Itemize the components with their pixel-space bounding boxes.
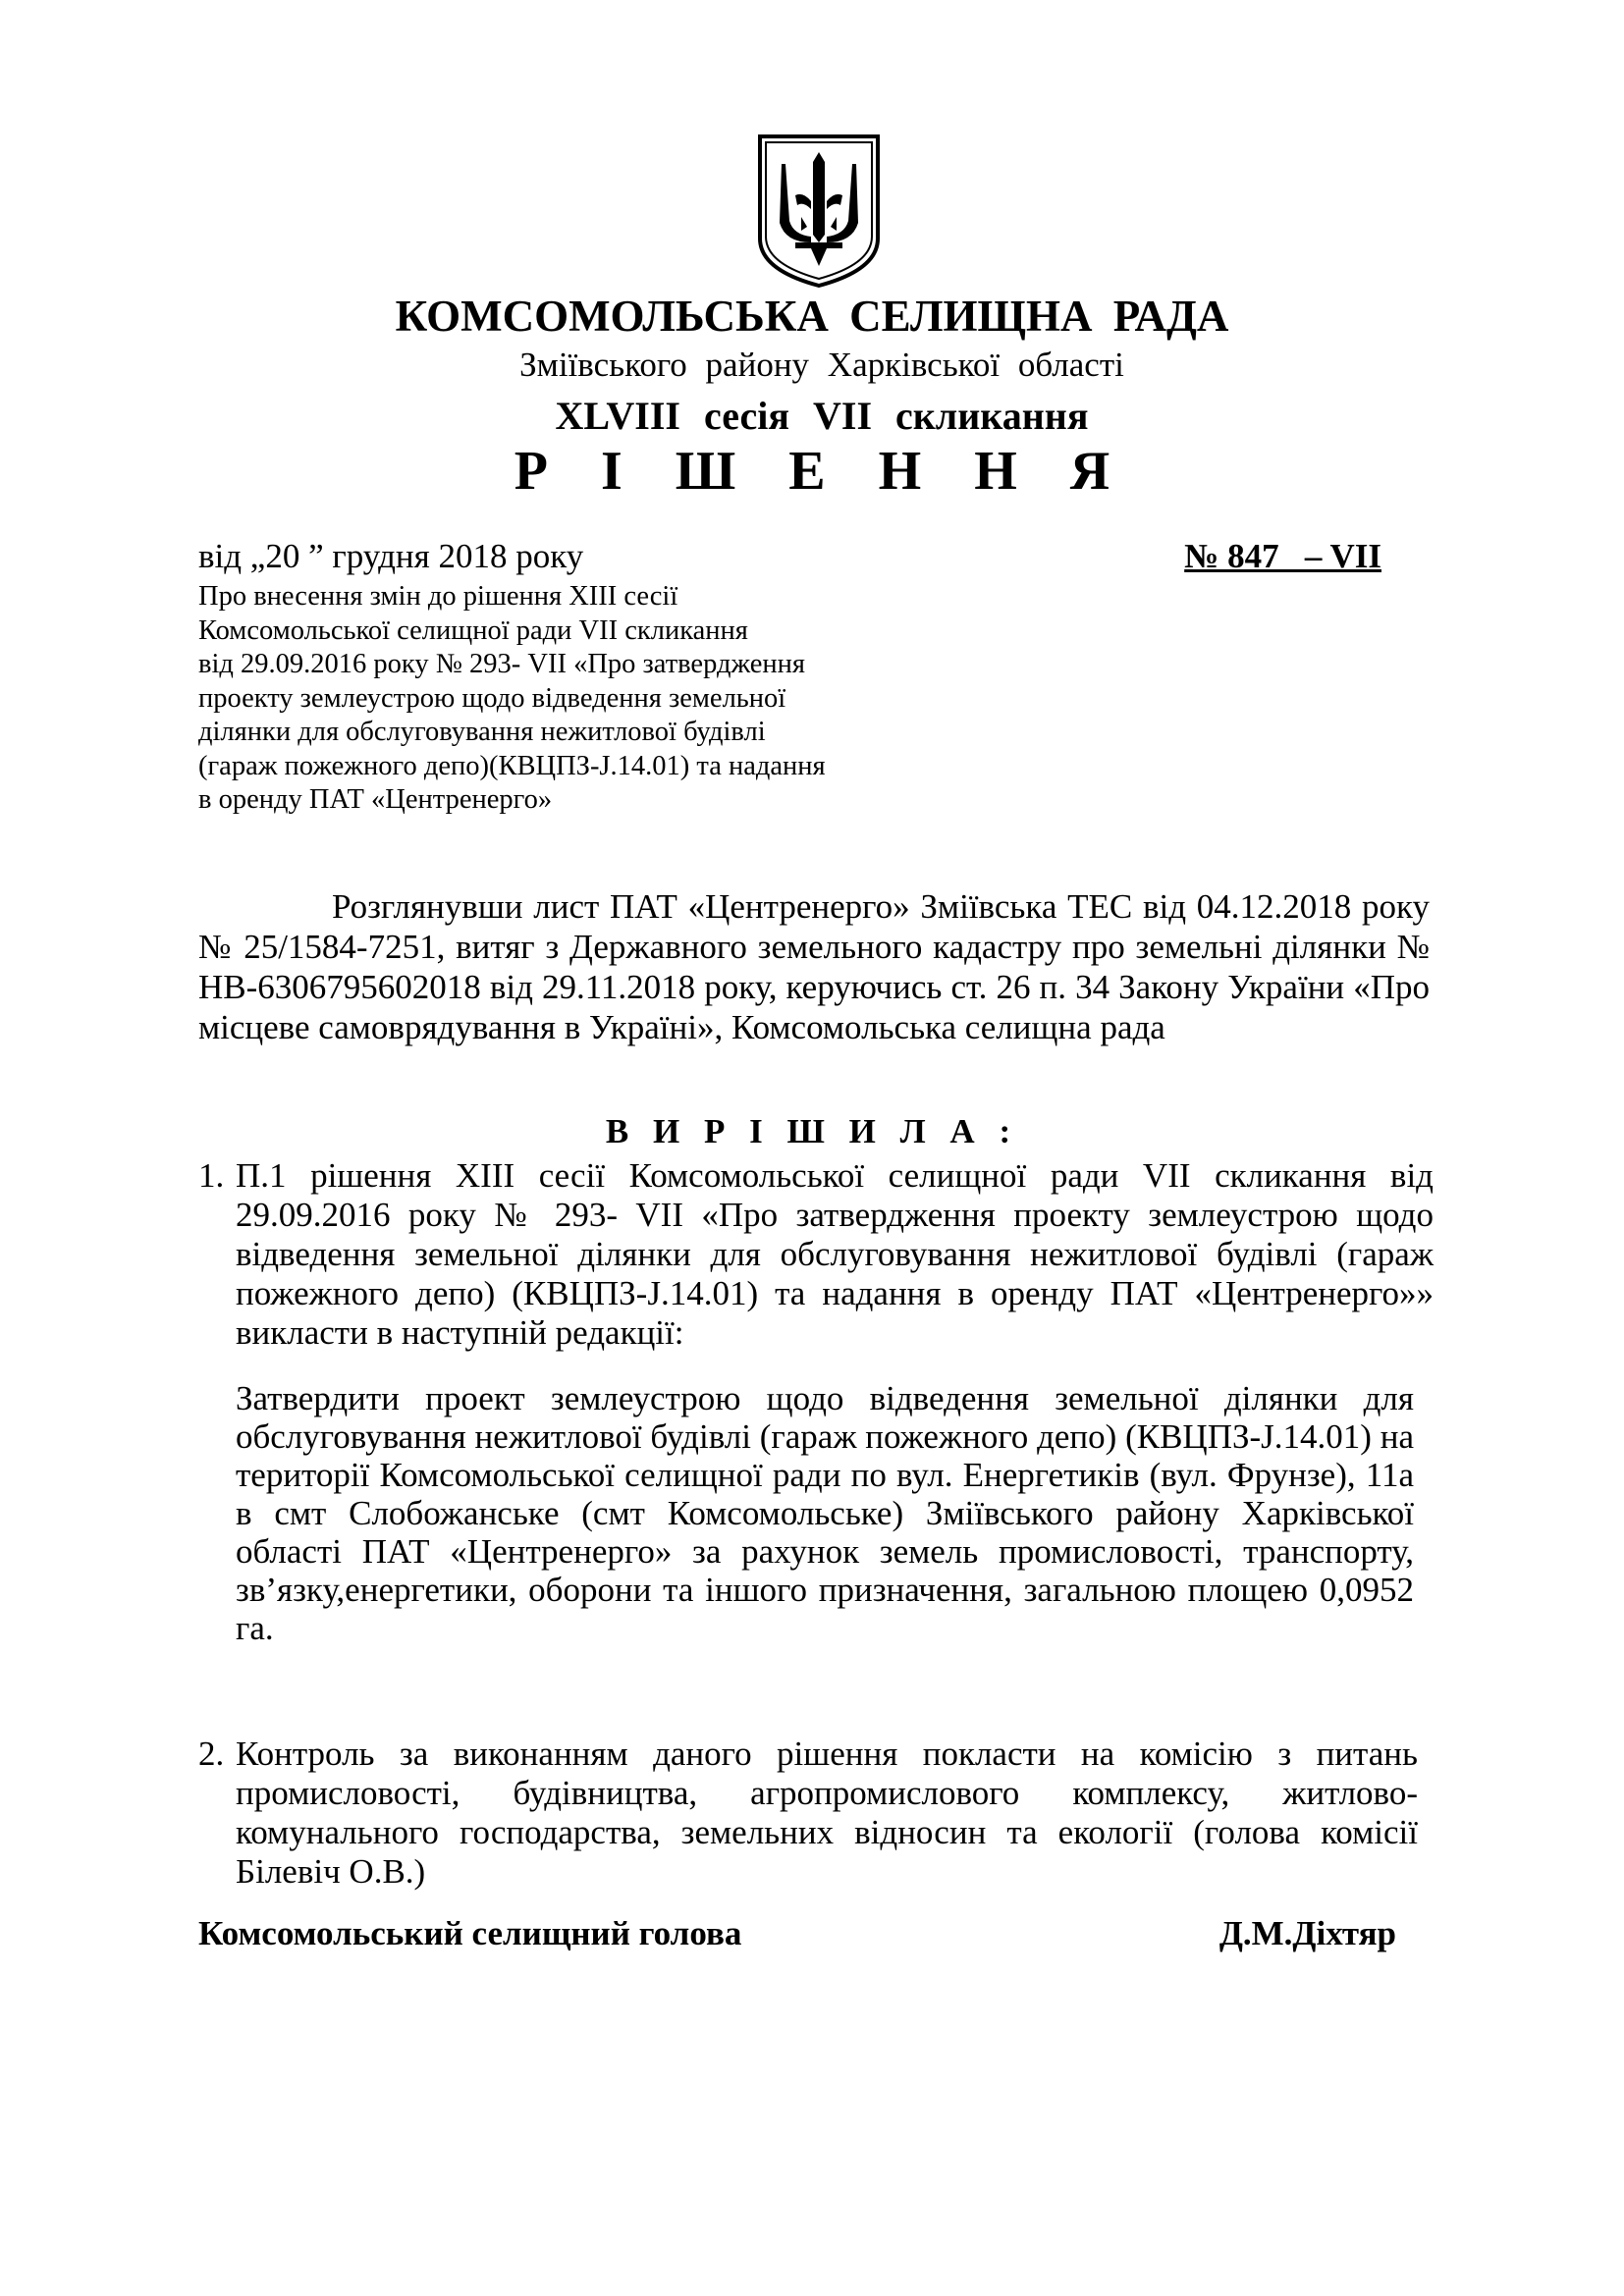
- subject-line: Комсомольської селищної ради VII скликання: [198, 614, 748, 646]
- item-number: 1.: [198, 1156, 225, 1195]
- preamble-paragraph: Розглянувши лист ПАТ «Центренерго» Зміївська ТЕС від 04.12.2018 року № 25/1584-7251, витяг з Державного земельного кадастру про земельні ділянки № НВ-6306795602018 від 29.11.2018 року, керуючись ст. 26 п. 34 Закону України «Про місцеве самоврядування в Україні», Комсомольська селищна рада: [198, 887, 1430, 1046]
- item-number: 2.: [198, 1735, 225, 1773]
- subject-line: ділянки для обслуговування нежитлової будівлі: [198, 717, 766, 747]
- signatory-title: Комсомольський селищний голова: [198, 1914, 742, 1952]
- resolved-heading: В И Р І Ш И Л А :: [605, 1112, 1019, 1150]
- subject-line: проекту землеустрою щодо відведення земельної: [198, 682, 786, 714]
- document-title: Р І Ш Е Н Н Я: [514, 441, 1130, 502]
- signatory-name: Д.М.Діхтяр: [1218, 1914, 1396, 1952]
- coat-of-arms-icon: [756, 133, 882, 290]
- subject-line: в оренду ПАТ «Центренерго»: [198, 784, 553, 815]
- subject-block: [198, 580, 984, 818]
- decision-number: № 847 – VII: [1184, 537, 1381, 575]
- district-line: Зміївського району Харківської області: [519, 346, 1124, 384]
- decision-date: від „20 ” грудня 2018 року: [198, 537, 584, 575]
- subject-line: (гараж пожежного депо)(КВЦПЗ-J.14.01) та надання: [198, 750, 826, 781]
- subject-line: від 29.09.2016 року № 293- VII «Про затвердження: [198, 649, 806, 679]
- session-line: XLVIII сесія VII скликання: [555, 394, 1089, 438]
- item-text: П.1 рішення XIII сесії Комсомольської селищної ради VII скликання від 29.09.2016 року № 293- VII «Про затвердження проекту землеустрою щодо відведення земельної ділянки для обслуговування нежитлової будівлі (гараж пожежного депо) (КВЦПЗ-J.14.01) та надання в оренду ПАТ «Центренерго»» викласти в наступній редакції:: [236, 1156, 1434, 1352]
- subject-line: Про внесення змін до рішення XIII сесії: [198, 581, 678, 612]
- item-approval-text: Затвердити проект землеустрою щодо відведення земельної ділянки для обслуговування нежитлової будівлі (гараж пожежного депо) (КВЦПЗ-J.14.01) на території Комсомольської селищної ради по вул. Енергетиків (вул. Фрунзе), 11а в смт Слобожанське (смт Комсомольське) Зміївського району Харківської області ПАТ «Центренерго» за рахунок земель промисловості, транспорту, зв’язку,енергетики, оборони та іншого призначення, загальною площею 0,0952 га.: [236, 1379, 1414, 1647]
- item-text: Контроль за виконанням даного рішення покласти на комісію з питань промисловості, будівництва, агропромислового комплексу, житлово-комунального господарства, земельних відносин та екології (голова комісії Білевіч О.В.): [236, 1735, 1418, 1891]
- council-name: КОМСОМОЛЬСЬКА СЕЛИЩНА РАДА: [395, 292, 1229, 341]
